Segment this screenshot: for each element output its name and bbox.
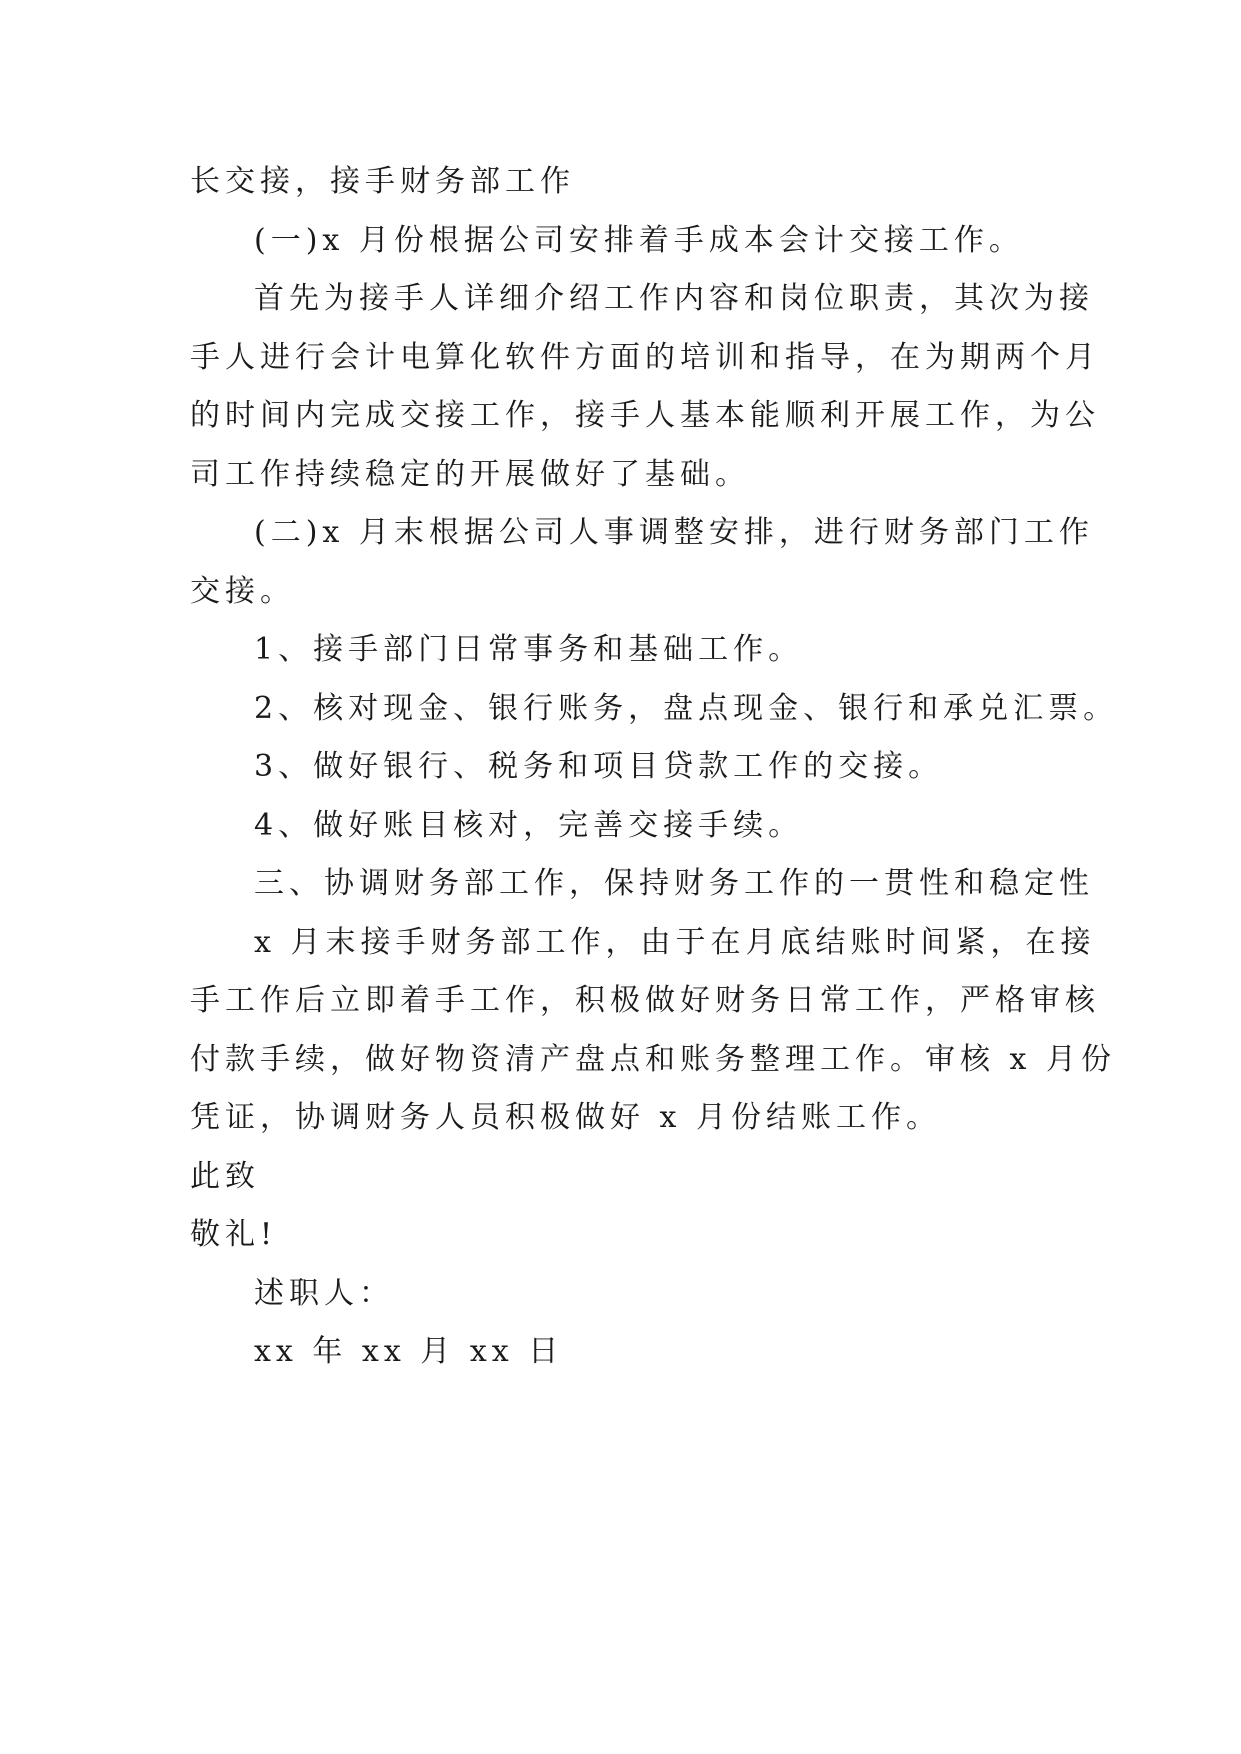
list-item: 2、核对现金、银行账务，盘点现金、银行和承兑汇票。 [254, 690, 1119, 726]
list-item: 3、做好银行、税务和项目贷款工作的交接。 [254, 749, 944, 784]
paragraph-line: 手人进行会计电算化软件方面的培训和指导，在为期两个月 [190, 339, 1100, 375]
section-heading: (一)x 月份根据公司安排着手成本会计交接工作。 [254, 222, 1024, 258]
closing-regards: 敬礼! [190, 1217, 278, 1252]
section-heading: 三、协调财务部工作，保持财务工作的一贯性和稳定性 [254, 866, 1094, 901]
section-heading-continued: 交接。 [190, 573, 295, 609]
paragraph-line: 手工作后立即着手工作，积极做好财务日常工作，严格审核 [190, 983, 1100, 1018]
paragraph-line: 的时间内完成交接工作，接手人基本能顺利开展工作，为公 [190, 398, 1100, 433]
section-heading: (二)x 月末根据公司人事调整安排，进行财务部门工作 [254, 515, 1094, 550]
closing-salutation: 此致 [190, 1158, 260, 1194]
paragraph-line: 司工作持续稳定的开展做好了基础。 [190, 456, 750, 492]
document-body [190, 153, 1119, 1382]
paragraph-line: x 月末接手财务部工作，由于在月底结账时间紧，在接 [254, 924, 1096, 960]
paragraph-line: 凭证，协调财务人员积极做好 x 月份结账工作。 [190, 1100, 941, 1135]
list-item: 1、接手部门日常事务和基础工作。 [254, 632, 804, 667]
list-item: 4、做好账目核对，完善交接手续。 [254, 807, 804, 843]
paragraph-line: 付款手续，做好物资清产盘点和账务整理工作。审核 x 月份 [190, 1041, 1116, 1077]
paragraph-line: 首先为接手人详细介绍工作内容和岗位职责，其次为接 [254, 281, 1094, 316]
date-line: xx 年 xx 月 xx 日 [254, 1334, 564, 1369]
signature-label: 述职人： [254, 1275, 394, 1311]
text-line: 长交接，接手财务部工作 [190, 164, 575, 199]
